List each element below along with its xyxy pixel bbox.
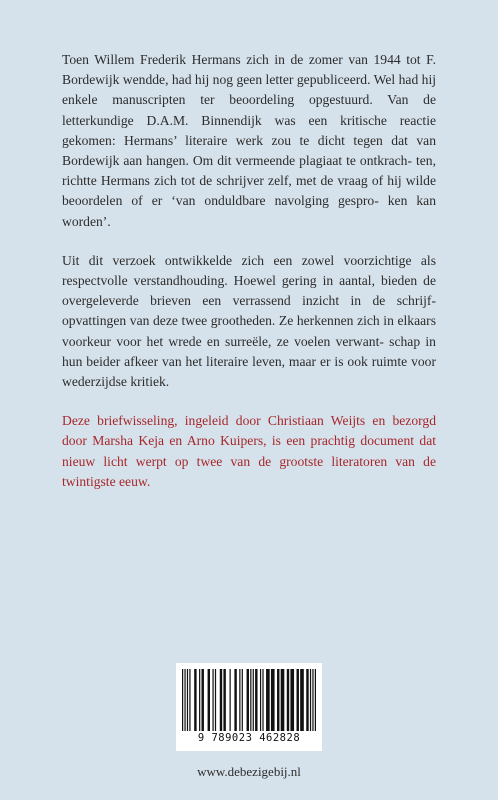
blurb-line: dat nieuw licht werpt op twee van de grootste literatoren van de [62, 433, 436, 469]
barcode-bar [220, 669, 222, 731]
barcode-bar [212, 669, 213, 731]
blurb-line: elkaars voorkeur voor het wrede en surreële, ze voelen verwant- [62, 313, 436, 349]
barcode-bar [260, 669, 261, 731]
barcode-bar [315, 669, 316, 731]
barcode-bar [189, 669, 190, 731]
blurb-paragraph-1 [62, 50, 436, 232]
blurb-line: F. Bordewijk wendde, had hij nog geen letter gepubliceerd. Wel [62, 52, 436, 88]
barcode-bar [182, 669, 183, 731]
blurb-line: Deze briefwisseling, ingeleid door Christiaan Weijts en bezorgd [62, 413, 436, 429]
barcode-bar [255, 669, 257, 731]
blurb-line: de overgeleverde brieven een verrassend inzicht in de schrijf- [62, 273, 437, 309]
blurb-line: gekomen: Hermans’ literaire werk zou te dicht tegen dat van [62, 132, 436, 148]
barcode-bar [234, 669, 236, 731]
barcode-bar [253, 669, 254, 731]
barcode-bar [290, 669, 294, 731]
blurb-line: respectvolle verstandhouding. Hoewel gering in aantal, bieden [62, 273, 418, 289]
blurb-line: ten, richtte Hermans zich tot de schrijver zelf, met de vraag of [62, 153, 436, 189]
blurb-line: Uit dit verzoek ontwikkelde zich een zowel voorzichtige als [62, 252, 436, 268]
barcode-bar [187, 669, 188, 731]
isbn-number: 9 789023 462828 [197, 732, 301, 744]
barcode-bar [194, 669, 196, 731]
blurb-line: Toen Willem Frederik Hermans zich in de zomer van 1944 tot [62, 52, 421, 67]
blurb-line: de letterkundige D.A.M. Binnendijk was een kritische reactie [62, 92, 436, 128]
barcode-bar [215, 669, 216, 731]
blurb-line: ruimte voor wederzijdse kritiek. [62, 353, 437, 390]
barcode-bar [266, 669, 270, 731]
barcode-bar [247, 669, 249, 731]
barcode-bar [306, 669, 308, 731]
barcode-bar [312, 669, 313, 731]
barcode-bar [201, 669, 203, 731]
barcode-bar [271, 669, 275, 731]
blurb-line: door Marsha Keja en Arno Kuipers, is een prachtig document [62, 433, 415, 449]
barcode-bar [287, 669, 289, 731]
barcode-bar [277, 669, 279, 731]
blurb-line: opvattingen van deze twee grootheden. Ze herkennen zich in [62, 313, 394, 329]
blurb-line: schap in hun beider afkeer van het literaire leven, maar er is ook [62, 333, 436, 369]
blurb-line: had hij enkele manuscripten ter beoordeling opgestuurd. Van [62, 72, 436, 108]
barcode-bar [281, 669, 285, 731]
isbn-barcode [176, 663, 322, 751]
blurb-line: Bordewijk aan hangen. Om dit vermeende plagiaat te ontkrach- [62, 153, 412, 169]
barcode-bar [239, 669, 240, 731]
barcode-bar [184, 669, 185, 731]
blurb-line: ken kan worden’. [62, 193, 437, 229]
barcode-bar [310, 669, 311, 731]
blurb-line: twintigste eeuw. [62, 473, 151, 489]
barcode-bar [230, 669, 231, 731]
blurb-line: hij wilde beoordelen of er ‘van onduldbare navolging gespro- [62, 173, 436, 209]
barcode-bar [208, 669, 210, 731]
blurb-text [62, 50, 436, 511]
publisher-website: www.debezigebij.nl [197, 764, 301, 779]
barcode-bar [300, 669, 304, 731]
barcode-bar [223, 669, 225, 731]
barcode-bar [250, 669, 251, 731]
barcode-bar [242, 669, 243, 731]
barcode-bar [297, 669, 299, 731]
blurb-paragraph-2 [62, 251, 436, 392]
barcode-bar [262, 669, 263, 731]
blurb-paragraph-3 [62, 411, 436, 492]
barcode-bar [199, 669, 200, 731]
